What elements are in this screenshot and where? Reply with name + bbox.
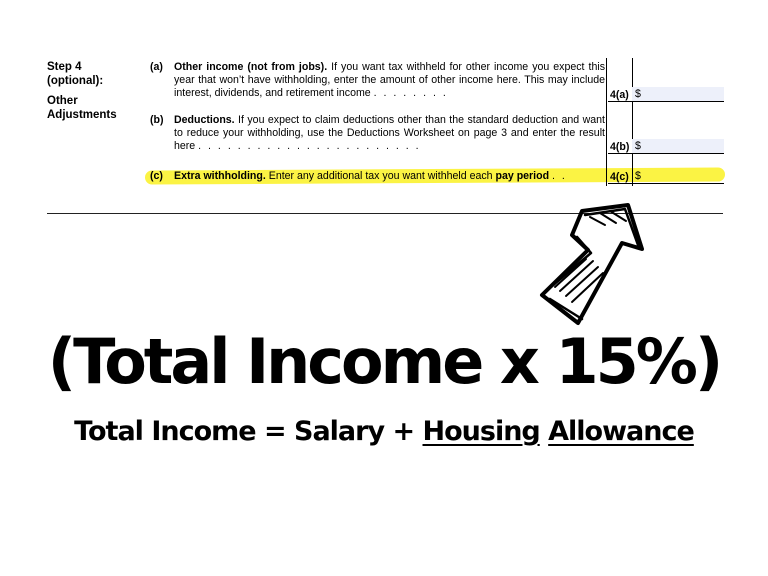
field-4b-input[interactable]: [632, 139, 724, 153]
hand-drawn-arrow-icon: [530, 195, 650, 330]
field-label-4b: 4(b): [610, 141, 630, 153]
item-b-deductions: [150, 114, 605, 154]
formula-space: [540, 416, 548, 447]
item-c-heading: Extra withholding.: [174, 170, 266, 182]
field-4a-underline: [608, 101, 724, 102]
item-a-dots: . . . . . . . .: [373, 87, 448, 100]
item-a-body: If you want tax withheld for other income you expect this year that won’t have withholding, enter the amount of other income here. This may include interest, dividends, and retirement income: [174, 61, 605, 100]
column-divider-inner: [632, 58, 633, 186]
item-a-other-income: [150, 61, 605, 101]
formula-housing: Housing: [422, 416, 540, 447]
field-label-4c: 4(c): [610, 171, 629, 183]
item-a-letter: (a): [150, 61, 163, 73]
item-c-extra-withholding: [150, 170, 605, 183]
field-4a-currency: $: [635, 88, 641, 100]
item-a-text: [174, 61, 605, 101]
step-optional: (optional):: [47, 75, 104, 87]
item-c-body: Enter any additional tax you want withheld each: [265, 170, 496, 182]
item-c-letter: (c): [150, 170, 163, 182]
formula-prefix: Total Income = Salary +: [74, 416, 423, 447]
field-4b-underline: [608, 153, 724, 154]
field-4b-currency: $: [635, 140, 641, 152]
item-b-body: If you expect to claim deductions other than the standard deduction and want to reduce your withholding, use the Deductions Worksheet on page 3 and enter the result here: [174, 114, 605, 153]
item-c-pay-period: pay period: [495, 170, 550, 182]
item-b-letter: (b): [150, 114, 164, 126]
formula-allowance: Allowance: [548, 416, 694, 447]
step-4-label: [47, 60, 117, 122]
item-c-text: [174, 170, 605, 183]
step-adjustments: Adjustments: [47, 109, 117, 121]
item-b-dots: . . . . . . . . . . . . . . . . . . . . . . .: [198, 140, 421, 153]
formula-headline: (Total Income x 15%): [47, 325, 721, 398]
field-4c-currency: $: [635, 170, 641, 182]
item-b-heading: Deductions.: [174, 114, 235, 126]
field-4a-input[interactable]: [632, 87, 724, 101]
step-other: Other: [47, 95, 78, 107]
field-4c-underline: [608, 183, 724, 184]
item-c-dots: . .: [552, 170, 567, 182]
field-label-4a: 4(a): [610, 89, 629, 101]
formula-definition: [0, 412, 768, 452]
step-title: Step 4: [47, 61, 82, 73]
field-4c-input[interactable]: [632, 169, 724, 183]
item-b-text: [174, 114, 605, 154]
column-divider: [606, 58, 607, 186]
item-a-heading: Other income (not from jobs).: [174, 61, 328, 73]
